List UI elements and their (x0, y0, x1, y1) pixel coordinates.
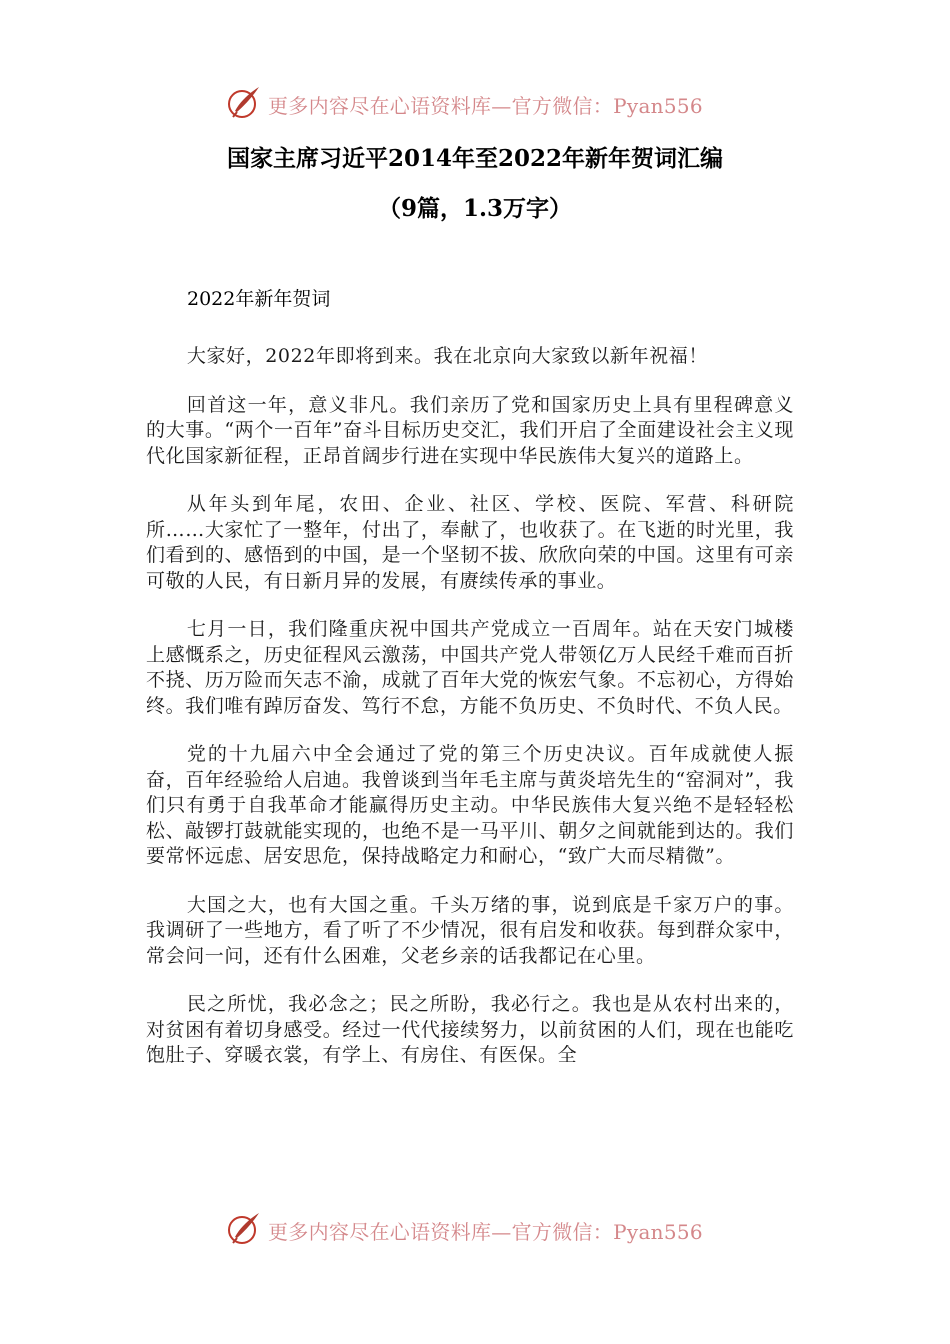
paragraph: 党的十九届六中全会通过了党的第三个历史决议。百年成就使人振奋，百年经验给人启迪。我曾谈到当年毛主席与黄炎培先生的“窑洞对”，我们只有勇于自我革命才能赢得历史主动。中华民族伟大复兴绝不是轻轻松松、敲锣打鼓就能实现的，也绝不是一马平川、朝夕之间就能到达的。我们要常怀远虑、居安思危，保持战略定力和耐心，“致广大而尽精微”。 (146, 743, 794, 867)
footer-watermark-text: 更多内容尽在心语资料库—官方微信：Pyan556 (268, 1220, 703, 1244)
footer-watermark (0, 1208, 950, 1252)
paragraph: 从年头到年尾，农田、企业、社区、学校、医院、军营、科研院所……大家忙了一整年，付出了，奉献了，也收获了。在飞逝的时光里，我们看到的、感悟到的中国，是一个坚韧不拔、欣欣向荣的中国。这里有可亲可敬的人民，有日新月异的发展，有赓续传承的事业。 (146, 493, 794, 592)
document-title: 国家主席习近平2014年至2022年新年贺词汇编 (226, 145, 724, 172)
paragraph: 回首这一年，意义非凡。我们亲历了党和国家历史上具有里程碑意义的大事。“两个一百年”奋斗目标历史交汇，我们开启了全面建设社会主义现代化国家新征程，正昂首阔步行进在实现中华民族伟大复兴的道路上。 (146, 393, 794, 467)
paragraph: 七月一日，我们隆重庆祝中国共产党成立一百周年。站在天安门城楼上感慨系之，历史征程风云激荡，中国共产党人带领亿万人民经千难而百折不挠、历万险而矢志不渝，成就了百年大党的恢宏气象。不忘初心，方得始终。我们唯有踔厉奋发、笃行不怠，方能不负历史、不负时代、不负人民。 (146, 618, 794, 717)
header-watermark (0, 82, 950, 126)
paragraph: 大家好，2022年即将到来。我在北京向大家致以新年祝福！ (186, 345, 708, 367)
feather-pen-logo-icon (226, 1210, 262, 1246)
paragraph: 民之所忧，我必念之；民之所盼，我必行之。我也是从农村出来的，对贫困有着切身感受。经过一代代接续努力，以前贫困的人们，现在也能吃饱肚子、穿暖衣裳，有学上、有房住、有医保。全 (146, 993, 794, 1066)
paragraph: 大国之大，也有大国之重。千头万绪的事，说到底是千家万户的事。我调研了一些地方，看了听了不少情况，很有启发和收获。每到群众家中，常会问一问，还有什么困难，父老乡亲的话我都记在心里。 (146, 893, 794, 967)
document-subtitle: （9篇，1.3万字） (377, 195, 573, 222)
document-body (146, 286, 794, 1092)
header-watermark-text: 更多内容尽在心语资料库—官方微信：Pyan556 (268, 94, 703, 118)
feather-pen-logo-icon (226, 84, 262, 120)
section-title: 2022年新年贺词 (187, 288, 331, 310)
